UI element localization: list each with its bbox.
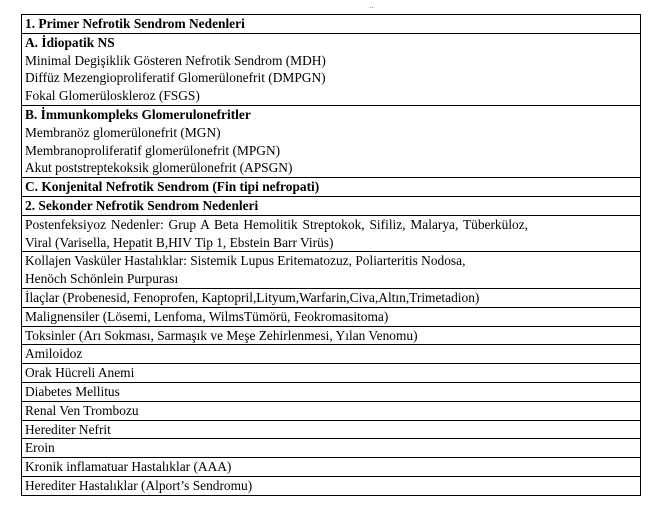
subsection-heading: A. İdiopatik NS [25, 34, 115, 50]
cause-line: Postenfeksiyoz Nedenler: Grup A Beta Hemolitik Streptokok, Sifiliz, Malarya, Tüberküloz, [25, 216, 529, 232]
table-row [22, 288, 641, 307]
table-cell [22, 420, 641, 439]
table-cell [22, 252, 641, 289]
cause-line: Fokal Glomerüloskleroz (FSGS) [25, 88, 200, 104]
cause-line: Minimal Degişiklik Gösteren Nefrotik Sendrom (MDH) [25, 52, 326, 68]
cause-line: Renal Ven Trombozu [25, 402, 139, 418]
cause-line: İlaçlar (Probenesid, Fenoprofen, Kaptopril,Lityum,Warfarin,Civa,Altın,Trimetadion) [25, 289, 480, 305]
table-row [22, 105, 641, 177]
table-row [22, 382, 641, 401]
table-cell [22, 307, 641, 326]
subsection-heading: B. İmmunkompleks Glomerulonefritler [25, 106, 251, 122]
table-row [22, 215, 641, 252]
cause-line: Orak Hücreli Anemi [25, 365, 135, 381]
table-row [22, 326, 641, 345]
subsection-heading: C. Konjenital Nefrotik Sendrom (Fin tipi nefropati) [25, 179, 320, 195]
table-cell [22, 288, 641, 307]
table-row [22, 420, 641, 439]
cause-line: Diffüz Mezengioproliferatif Glomerülonefrit (DMPGN) [25, 70, 326, 86]
table-row [22, 15, 641, 34]
cause-line: Diabetes Mellitus [25, 383, 120, 399]
cause-line: Herediter Nefrit [25, 421, 111, 437]
cause-line: Viral (Varisella, Hepatit B,HIV Tip 1, Ebstein Barr Virüs) [25, 234, 334, 250]
table-row [22, 345, 641, 364]
table-row [22, 196, 641, 215]
section-heading: 1. Primer Nefrotik Sendrom Nedenleri [25, 16, 245, 31]
table-cell [22, 33, 641, 105]
table-cell [22, 326, 641, 345]
table-row [22, 439, 641, 458]
cause-line: Akut poststreptekoksik glomerülonefrit (APSGN) [25, 160, 293, 176]
table-cell [22, 458, 641, 477]
table-row [22, 307, 641, 326]
table-row [22, 476, 641, 495]
table-cell [22, 15, 641, 34]
table-cell [22, 439, 641, 458]
cause-line: Malignensiler (Lösemi, Lenfoma, WilmsTümörü, Feokromasitoma) [25, 308, 389, 324]
table-cell [22, 401, 641, 420]
table-row [22, 178, 641, 197]
table-row [22, 364, 641, 383]
cause-line: Kollajen Vasküler Hastalıklar: Sistemik Lupus Eritematozuz, Poliarteritis Nodosa, [25, 253, 466, 269]
cause-line: Toksinler (Arı Sokması, Sarmaşık ve Meşe Zehirlenmesi, Yılan Venomu) [25, 327, 418, 343]
cause-line: Eroin [25, 440, 55, 456]
table-row [22, 401, 641, 420]
table-cell [22, 345, 641, 364]
table-cell [22, 382, 641, 401]
table-cell [22, 476, 641, 495]
cause-line: Kronik inflamatuar Hastalıklar (AAA) [25, 459, 232, 475]
cause-line: Membranöz glomerülonefrit (MGN) [25, 124, 221, 140]
table-cell [22, 215, 641, 252]
cause-line: Membranoproliferatif glomerülonefrit (MPGN) [25, 142, 281, 158]
table-row [22, 252, 641, 289]
cause-line: Herediter Hastalıklar (Alport’s Sendromu) [25, 477, 253, 493]
table-row [22, 33, 641, 105]
table-cell [22, 364, 641, 383]
page-mark: .. [369, 0, 374, 11]
table-cell [22, 105, 641, 177]
cause-line: Henöch Schönlein Purpurası [25, 271, 179, 287]
nephrotic-syndrome-causes-table [21, 14, 641, 496]
table-cell [22, 196, 641, 215]
table-cell [22, 178, 641, 197]
cause-line: Amiloidoz [25, 346, 83, 362]
table-row [22, 458, 641, 477]
section-heading: 2. Sekonder Nefrotik Sendrom Nedenleri [25, 197, 259, 213]
